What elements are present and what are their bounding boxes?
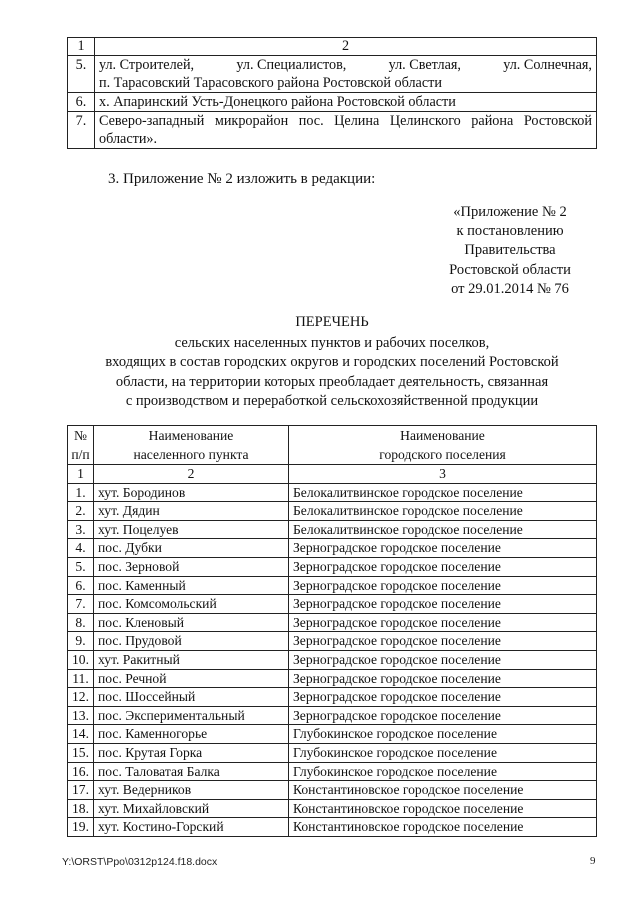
settlement-name: пос. Крутая Горка — [94, 743, 289, 762]
row-number: 7. — [68, 112, 95, 149]
row-number: 6. — [68, 576, 94, 595]
table-row — [68, 762, 597, 781]
municipality-name: Белокалитвинское городское поселение — [289, 483, 597, 502]
table-row — [68, 483, 597, 502]
table-row — [68, 93, 597, 112]
street-name: ул. Светлая, — [388, 57, 461, 73]
appendix-header — [420, 203, 600, 299]
column-index: 1 — [68, 465, 94, 484]
settlement-name: пос. Шоссейный — [94, 688, 289, 707]
table-header-row — [68, 426, 597, 465]
table-row — [68, 557, 597, 576]
heading-line: входящих в состав городских округов и городских поселений Ростовской — [105, 354, 559, 371]
table-row — [68, 781, 597, 800]
footer-file-path: Y:\ORST\Ppo\0312p124.f18.docx — [62, 856, 218, 868]
appendix-line: Правительства — [464, 242, 556, 259]
table-row — [68, 706, 597, 725]
row-text-line — [99, 56, 592, 74]
settlement-name: хут. Дядин — [94, 502, 289, 521]
municipality-name: Белокалитвинское городское поселение — [289, 520, 597, 539]
municipality-name: Глубокинское городское поселение — [289, 743, 597, 762]
row-number: 14. — [68, 725, 94, 744]
settlement-name: пос. Комсомольский — [94, 595, 289, 614]
row-number: 9. — [68, 632, 94, 651]
settlement-name: пос. Таловатая Балка — [94, 762, 289, 781]
table-row — [68, 743, 597, 762]
municipality-name: Константиновское городское поселение — [289, 781, 597, 800]
appendix-line: «Приложение № 2 — [453, 204, 567, 220]
table-row — [68, 725, 597, 744]
municipality-name: Зерноградское городское поселение — [289, 650, 597, 669]
municipality-name: Зерноградское городское поселение — [289, 576, 597, 595]
settlement-name: пос. Экспериментальный — [94, 706, 289, 725]
header-municipality-sublabel: городского поселения — [379, 447, 506, 462]
appendix-line: к постановлению — [456, 223, 564, 240]
row-number: 10. — [68, 650, 94, 669]
table-row — [68, 818, 597, 837]
row-number: 2. — [68, 502, 94, 521]
table-row — [68, 595, 597, 614]
heading-title: ПЕРЕЧЕНЬ — [295, 314, 369, 330]
header-cell-number — [68, 426, 94, 465]
row-number: 12. — [68, 688, 94, 707]
row-number: 6. — [68, 93, 95, 112]
table-row — [68, 56, 597, 93]
table-row — [68, 576, 597, 595]
settlement-name: пос. Зерновой — [94, 557, 289, 576]
settlement-name: пос. Прудовой — [94, 632, 289, 651]
municipality-name: Зерноградское городское поселение — [289, 632, 597, 651]
table-row — [68, 539, 597, 558]
table-header-row — [68, 38, 597, 56]
table-row — [68, 650, 597, 669]
header-cell-number: 1 — [68, 38, 95, 56]
header-settlement-label: Наименование — [148, 428, 234, 443]
column-index: 2 — [94, 465, 289, 484]
municipality-name: Зерноградское городское поселение — [289, 557, 597, 576]
row-number: 11. — [68, 669, 94, 688]
municipality-name: Зерноградское городское поселение — [289, 688, 597, 707]
settlement-name: пос. Каменный — [94, 576, 289, 595]
table-row — [68, 502, 597, 521]
municipality-name: Зерноградское городское поселение — [289, 595, 597, 614]
street-name: ул. Специалистов, — [236, 57, 347, 73]
continuation-table — [67, 37, 597, 149]
heading-line: сельских населенных пунктов и рабочих поселков, — [174, 335, 490, 352]
list-heading — [64, 313, 600, 411]
settlement-name: пос. Каменногорье — [94, 725, 289, 744]
row-number: 15. — [68, 743, 94, 762]
municipality-name: Зерноградское городское поселение — [289, 669, 597, 688]
row-number: 3. — [68, 520, 94, 539]
table-row — [68, 520, 597, 539]
heading-line: области, на территории которых преобладает деятельность, связанная — [115, 373, 549, 390]
row-text — [95, 112, 597, 149]
settlements-table — [67, 425, 597, 837]
settlement-name: хут. Поцелуев — [94, 520, 289, 539]
header-cell-text: 2 — [95, 38, 597, 56]
municipality-name: Белокалитвинское городское поселение — [289, 502, 597, 521]
header-settlement-sublabel: населенного пункта — [133, 447, 249, 462]
column-index-row — [68, 465, 597, 484]
amendment-paragraph: 3. Приложение № 2 изложить в редакции: — [108, 171, 376, 187]
municipality-name: Константиновское городское поселение — [289, 818, 597, 837]
municipality-name: Глубокинское городское поселение — [289, 725, 597, 744]
settlement-name: пос. Кленовый — [94, 613, 289, 632]
table-row — [68, 799, 597, 818]
header-cell-settlement — [94, 426, 289, 465]
settlement-name: хут. Михайловский — [94, 799, 289, 818]
row-number: 1. — [68, 483, 94, 502]
settlement-name: пос. Дубки — [94, 539, 289, 558]
row-number: 7. — [68, 595, 94, 614]
header-cell-municipality — [289, 426, 597, 465]
settlement-name: пос. Речной — [94, 669, 289, 688]
settlement-name: хут. Бородинов — [94, 483, 289, 502]
row-number: 16. — [68, 762, 94, 781]
row-text-line: Северо-западный микрорайон пос. Целина Целинского района Ростовской — [99, 113, 592, 129]
table-row — [68, 632, 597, 651]
row-text: х. Апаринский Усть-Донецкого района Ростовской области — [95, 93, 597, 112]
column-index: 3 — [289, 465, 597, 484]
row-text — [95, 56, 597, 93]
municipality-name: Константиновское городское поселение — [289, 799, 597, 818]
row-number: 17. — [68, 781, 94, 800]
municipality-name: Зерноградское городское поселение — [289, 706, 597, 725]
heading-line: с производством и переработкой сельскохозяйственной продукции — [125, 392, 539, 409]
row-number: 8. — [68, 613, 94, 632]
row-number: 5. — [68, 56, 95, 93]
settlement-name: хут. Ракитный — [94, 650, 289, 669]
row-text-line: области». — [99, 131, 158, 147]
municipality-name: Глубокинское городское поселение — [289, 762, 597, 781]
appendix-line: от 29.01.2014 № 76 — [451, 280, 569, 297]
row-number: 5. — [68, 557, 94, 576]
table-row — [68, 669, 597, 688]
page-number: 9 — [590, 855, 596, 867]
settlement-name: хут. Ведерников — [94, 781, 289, 800]
row-text-line: п. Тарасовский Тарасовского района Ростовской области — [99, 75, 442, 91]
table-row — [68, 613, 597, 632]
table-row — [68, 688, 597, 707]
header-number-label: № — [74, 428, 87, 443]
settlement-name: хут. Костино-Горский — [94, 818, 289, 837]
municipality-name: Зерноградское городское поселение — [289, 613, 597, 632]
row-number: 13. — [68, 706, 94, 725]
row-number: 4. — [68, 539, 94, 558]
appendix-line: Ростовской области — [449, 261, 571, 278]
row-number: 18. — [68, 799, 94, 818]
header-municipality-label: Наименование — [400, 428, 485, 443]
table-row — [68, 112, 597, 149]
street-name: ул. Солнечная, — [503, 57, 592, 73]
row-number: 19. — [68, 818, 94, 837]
municipality-name: Зерноградское городское поселение — [289, 539, 597, 558]
header-number-sublabel: п/п — [71, 447, 90, 462]
street-name: ул. Строителей, — [99, 57, 195, 73]
